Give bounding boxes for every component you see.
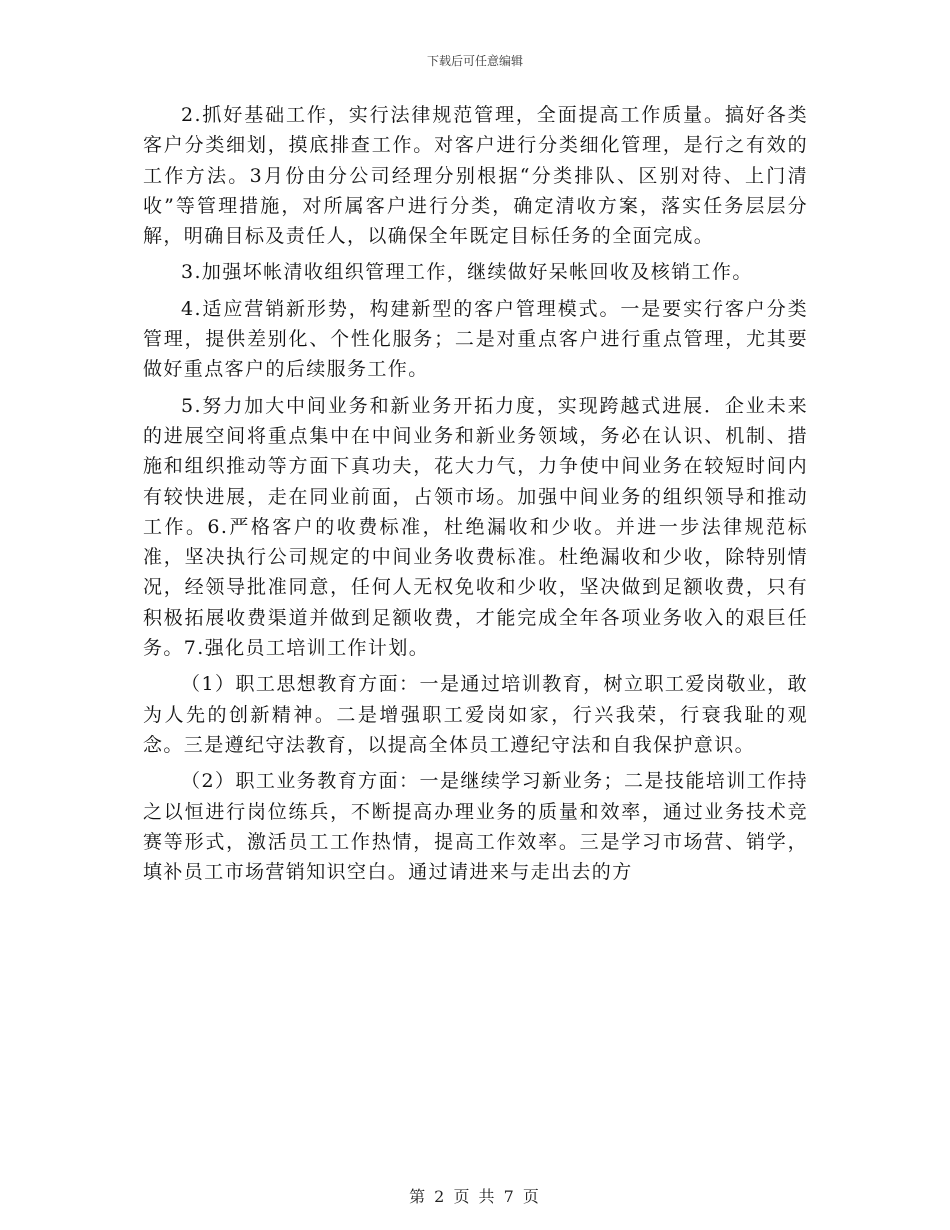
document-body (143, 100, 808, 887)
paragraph-item-4: 4.适应营销新形势，构建新型的客户管理模式。一是要实行客户分类管理，提供差别化、个性化服务；二是对重点客户进行重点管理，尤其要做好重点客户的后续服务工作。 (143, 297, 808, 381)
paragraph-item-5: 5.努力加大中间业务和新业务开拓力度，实现跨越式进展．企业未来的进展空间将重点集中在中间业务和新业务领域，务必在认识、机制、措施和组织推动等方面下真功夫，花大力气，力争使中间业务在较短时间内有较快进展，走在同业前面，占领市场。加强中间业务的组织领导和推动工作。6.严格客户的收费标准，杜绝漏收和少收。并进一步法律规范标准，坚决执行公司规定的中间业务收费标准。杜绝漏收和少收，除特别情况，经领导批准同意，任何人无权免收和少收，坚决做到足额收费，只有积极拓展收费渠道并做到足额收费，才能完成全年各项业务收入的艰巨任务。7.强化员工培训工作计划。 (143, 394, 808, 660)
paragraph-item-2: 2.抓好基础工作，实行法律规范管理，全面提高工作质量。搞好各类客户分类细划，摸底排查工作。对客户进行分类细化管理，是行之有效的工作方法。3月份由分公司经理分别根据“分类排队、区别对待、上门清收”等管理措施，对所属客户进行分类，确定清收方案，落实任务层层分解，明确目标及责任人，以确保全年既定目标任务的全面完成。 (143, 104, 808, 248)
paragraph-training-ideology: （1）职工思想教育方面：一是通过培训教育，树立职工爱岗敬业，敢为人先的创新精神。二是增强职工爱岗如家，行兴我荣，行衰我耻的观念。三是遵纪守法教育，以提高全体员工遵纪守法和自我保护意识。 (143, 673, 808, 756)
page-number-footer: 第 2 页 共 7 页 (409, 1187, 541, 1206)
page-header: 下载后可任意编辑 (426, 54, 523, 68)
paragraph-item-3: 3.加强坏帐清收组织管理工作，继续做好呆帐回收及核销工作。 (181, 261, 753, 284)
paragraph-training-business: （2）职工业务教育方面：一是继续学习新业务；二是技能培训工作持之以恒进行岗位练兵，不断提高办理业务的质量和效率，通过业务技术竞赛等形式，激活员工工作热情，提高工作效率。三是学习市场营、销学，填补员工市场营销知识空白。通过请进来与走出去的方 (143, 770, 808, 884)
